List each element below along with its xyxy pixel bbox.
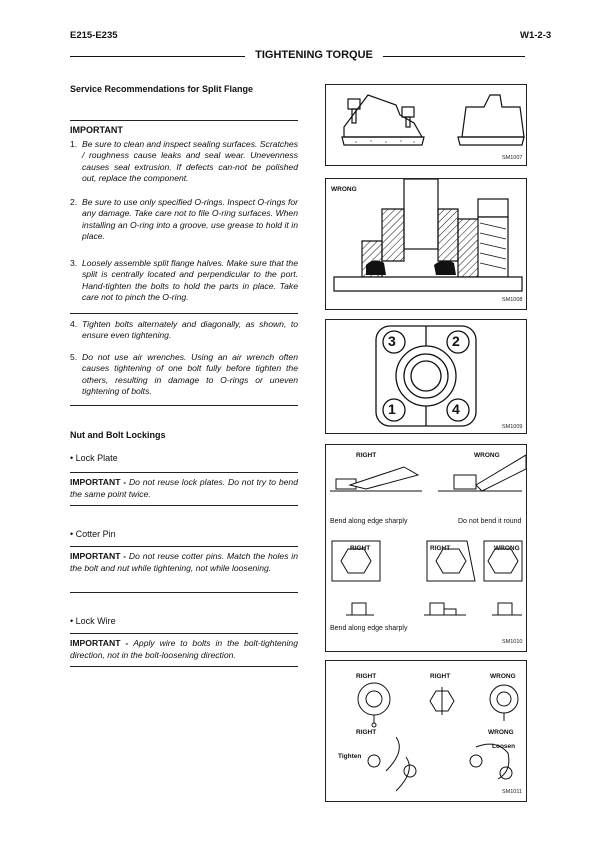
figure-code: SM1007	[502, 155, 523, 161]
loosen-label: Loosen	[492, 743, 516, 750]
note-label: IMPORTANT -	[70, 551, 127, 561]
figure-code: SM1008	[502, 297, 523, 303]
header-page-number: W1-2-3	[520, 30, 552, 41]
list-item	[70, 352, 298, 398]
lock-wire-note	[70, 638, 298, 661]
right-label: RIGHT	[430, 673, 451, 680]
divider	[70, 405, 298, 406]
divider	[70, 120, 298, 121]
item-text: Be sure to use only specified O-rings. Inspect O-rings for any damage. Take care not to file O-ring surfaces. When installing an O-ring into a groove, use grease to hold it in place.	[82, 197, 298, 242]
item-text: Do not use air wrenches. Using an air wrench often causes tightening of one bolt fully before tighten the others, resulting in damage to O-rings or uneven tightening of bolts.	[82, 352, 298, 397]
lockings-heading: Nut and Bolt Lockings	[70, 430, 166, 440]
item-text: Be sure to clean and inspect sealing surfaces. Scratches / roughness cause leaks and seal wear. Unevenness causes seal extrusion. If defects can-not be polished out, replace the component.	[82, 139, 298, 184]
figure-wrong-oring	[325, 178, 527, 310]
divider	[70, 472, 298, 473]
item-number: 3.	[70, 258, 78, 268]
header-model: E215-E235	[70, 30, 118, 41]
item-number: 4.	[70, 319, 78, 329]
figure-caption: Bend along edge sharply	[330, 518, 408, 525]
figure-caption: Do not bend it round	[458, 518, 522, 525]
right-label: RIGHT	[356, 673, 377, 680]
note-text: Do not reuse cotter pins. Match the holes in the bolt and nut while tightening, not while loosening.	[70, 551, 298, 573]
bolt-order-number: 2	[452, 333, 460, 349]
split-flange-illustration	[326, 85, 526, 165]
item-number: 2.	[70, 197, 78, 207]
wrong-label: WRONG	[490, 673, 516, 680]
page-title: TIGHTENING TORQUE	[245, 49, 383, 61]
item-text: Tighten bolts alternately and diagonally, as shown, to ensure even tightening.	[82, 319, 298, 341]
bolt-order-number: 4	[452, 401, 460, 417]
note-text: Do not reuse lock plates. Do not try to bend the same point twice.	[70, 477, 298, 499]
list-item	[70, 197, 298, 243]
divider	[70, 505, 298, 506]
item-text: Loosely assemble split flange halves. Make sure that the split is centrally located and perpendicular to the port. Hand-tighten the bolts to hold the parts in place. Take care not to pinch the O-ring.	[82, 258, 298, 303]
tighten-label: Tighten	[338, 753, 362, 760]
oring-cross-section	[326, 179, 526, 309]
title-rule-right	[383, 56, 525, 57]
bolt-order-number: 1	[388, 401, 396, 417]
figure-code: SM1009	[502, 424, 523, 430]
item-number: 1.	[70, 139, 78, 149]
title-rule-left	[70, 56, 245, 57]
figure-cotter-pin-lock-wire	[325, 660, 527, 802]
figure-code: SM1010	[502, 639, 523, 645]
right-label: RIGHT	[356, 729, 377, 736]
divider	[70, 666, 298, 667]
figure-split-flange-parts	[325, 84, 527, 166]
list-item	[70, 319, 298, 342]
divider	[70, 592, 298, 593]
bolt-order-number: 3	[388, 333, 396, 349]
important-label: IMPORTANT	[70, 125, 123, 135]
note-label: IMPORTANT -	[70, 477, 127, 487]
lock-plate-bullet: • Lock Plate	[70, 453, 118, 463]
cotter-pin-note	[70, 551, 298, 574]
figure-tightening-order	[325, 319, 527, 434]
divider	[70, 313, 298, 314]
figure-lock-plate	[325, 444, 527, 652]
wrong-label: WRONG	[331, 186, 357, 193]
figure-caption: Bend along edge sharply	[330, 625, 408, 632]
divider	[70, 546, 298, 547]
lock-plate-note	[70, 477, 298, 500]
wrong-label: WRONG	[474, 452, 500, 459]
lock-wire-bullet: • Lock Wire	[70, 616, 116, 626]
list-item	[70, 139, 298, 185]
note-text: Apply wire to bolts in the bolt-tightening direction, not in the bolt-loosening direction.	[70, 638, 298, 660]
wrong-label: WRONG	[494, 545, 520, 552]
figure-code: SM1011	[502, 789, 523, 795]
split-flange-heading: Service Recommendations for Split Flange	[70, 84, 254, 94]
item-number: 5.	[70, 352, 78, 362]
right-label: RIGHT	[350, 545, 371, 552]
right-label: RIGHT	[430, 545, 451, 552]
right-label: RIGHT	[356, 452, 377, 459]
cotter-pin-bullet: • Cotter Pin	[70, 529, 116, 539]
list-item	[70, 258, 298, 304]
flange-bolt-pattern	[326, 320, 526, 433]
divider	[70, 633, 298, 634]
wrong-label: WRONG	[488, 729, 514, 736]
note-label: IMPORTANT -	[70, 638, 129, 648]
